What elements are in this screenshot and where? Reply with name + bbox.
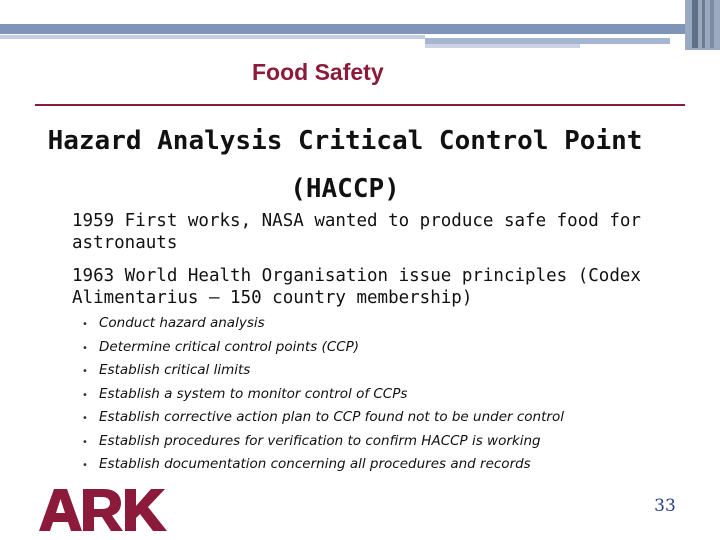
list-item (82, 430, 564, 454)
haccp-principles-list (82, 312, 564, 477)
paragraph-line: astronauts (72, 233, 178, 253)
decorative-bar (692, 0, 698, 48)
bullet-icon: • (82, 319, 88, 330)
header-title: Food Safety (252, 59, 384, 85)
list-item (82, 406, 564, 430)
list-item-text: Establish critical limits (99, 362, 251, 378)
slide-title (0, 117, 690, 213)
decorative-bar (702, 0, 705, 48)
slide-title-line: Hazard Analysis Critical Control Point (47, 126, 643, 156)
paragraph-line: 1963 World Health Organisation issue principles (Codex (72, 266, 641, 286)
slide-title-line: (HACCP) (290, 174, 400, 204)
list-item (82, 336, 564, 360)
bullet-icon: • (82, 342, 88, 354)
bullet-icon: • (82, 436, 88, 448)
bullet-icon: • (82, 460, 88, 471)
bullet-icon: • (82, 389, 88, 401)
bullet-icon: • (82, 413, 88, 424)
decorative-stripe (425, 44, 580, 48)
header-divider (35, 104, 685, 106)
ark-logo-mark (39, 489, 167, 531)
list-item-text: Conduct hazard analysis (99, 315, 265, 331)
list-item (82, 312, 564, 336)
list-item (82, 383, 564, 407)
page-number: 33 (654, 496, 676, 516)
list-item-text: Establish corrective action plan to CCP found not to be under control (99, 409, 564, 425)
paragraph-line: 1959 First works, NASA wanted to produce safe food for (72, 211, 641, 231)
list-item (82, 453, 564, 477)
decorative-band (0, 24, 700, 34)
paragraph-line: Alimentarius – 150 country membership) (72, 288, 473, 308)
paragraph-who (72, 265, 672, 309)
list-item-text: Establish procedures for verification to confirm HACCP is working (99, 432, 541, 449)
decorative-stripe (0, 35, 425, 39)
list-item-text: Determine critical control points (CCP) (99, 338, 360, 355)
bullet-icon: • (82, 366, 88, 377)
ark-logo (38, 487, 170, 533)
decorative-bar (710, 0, 714, 48)
paragraph-nasa (72, 210, 672, 254)
list-item-text: Establish documentation concerning all procedures and records (99, 456, 531, 472)
list-item-text: Establish a system to monitor control of CCPs (99, 385, 408, 402)
list-item (82, 359, 564, 383)
